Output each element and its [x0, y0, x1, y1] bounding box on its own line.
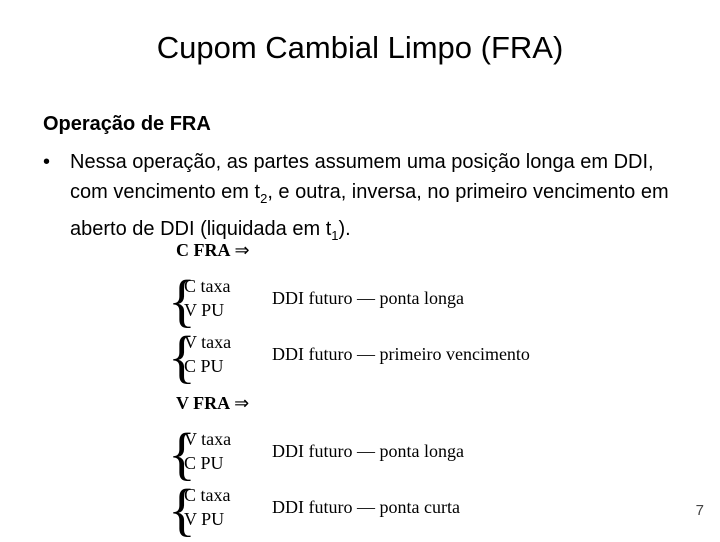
bullet-text-part3: ).: [338, 218, 351, 240]
group2-top: V taxa: [184, 332, 232, 352]
left-brace-icon: {: [168, 477, 196, 542]
implies-arrow-icon: ⇒: [234, 240, 250, 260]
subscript-1: 1: [331, 228, 339, 243]
slide-title: Cupom Cambial Limpo (FRA): [156, 30, 564, 65]
group4-desc: DDI futuro — ponta curta: [272, 497, 460, 517]
group3-top: V taxa: [184, 429, 232, 449]
group2-desc: DDI futuro — primeiro vencimento: [272, 344, 530, 364]
group1-bottom: V PU: [184, 300, 225, 320]
page-number: 7: [695, 502, 704, 519]
c-fra-header: [176, 240, 250, 261]
group3-desc: DDI futuro — ponta longa: [272, 441, 464, 461]
group1-desc: DDI futuro — ponta longa: [272, 288, 464, 308]
left-brace-icon: {: [168, 421, 196, 486]
v-fra-label: V FRA: [176, 393, 231, 413]
v-fra-header: [176, 393, 249, 414]
bullet-text: [70, 147, 693, 251]
group3-bottom: C PU: [184, 453, 224, 473]
c-fra-label: C FRA: [176, 240, 231, 260]
bullet-symbol: •: [43, 151, 51, 173]
left-brace-icon: {: [168, 324, 196, 389]
subscript-2: 2: [260, 191, 268, 206]
group4-bottom: V PU: [184, 509, 225, 529]
group1-top: C taxa: [184, 276, 231, 296]
group4-top: C taxa: [184, 485, 231, 505]
group2-bottom: C PU: [184, 356, 224, 376]
section-heading: Operação de FRA: [43, 113, 211, 135]
bullet-item: [43, 147, 693, 251]
bullet-text-part2: , e outra, inversa, no primeiro vencimento em aberto de DDI (liquidada em t: [70, 181, 669, 240]
left-brace-icon: {: [168, 268, 196, 333]
implies-arrow-icon: ⇒: [234, 393, 250, 413]
bullet-text-part1: Nessa operação, as partes assumem uma posição longa em DDI, com vencimento em t: [70, 151, 654, 203]
